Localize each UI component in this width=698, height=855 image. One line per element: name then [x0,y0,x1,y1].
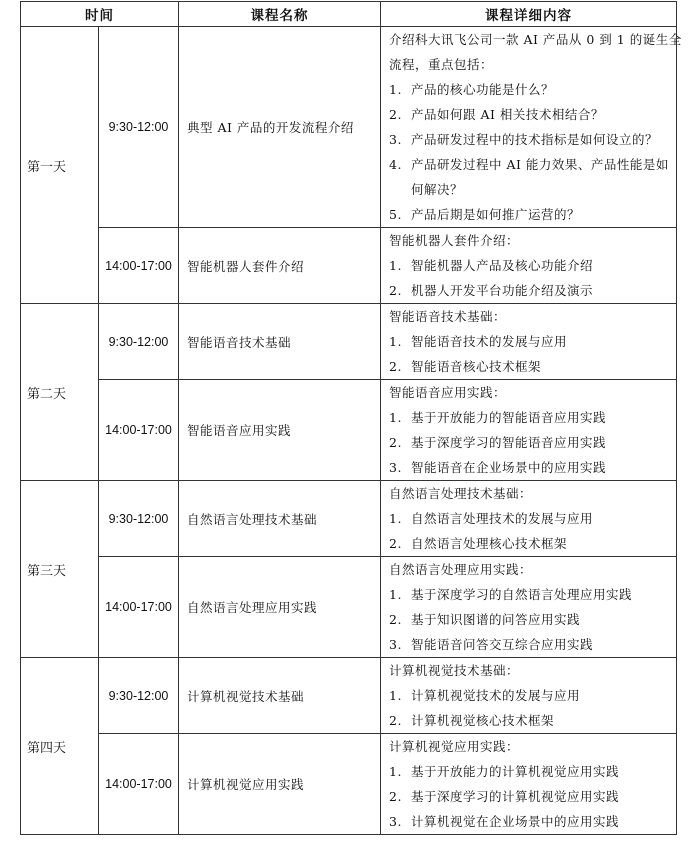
list-item-text: 基于开放能力的智能语音应用实践 [411,410,607,425]
session-row [21,734,677,835]
list-item-number: 1. [389,334,402,349]
list-item-number: 2. [389,713,402,728]
course-name: 计算机视觉技术基础 [179,658,381,734]
detail-list-item [389,77,668,102]
detail-intro-line: 智能语音技术基础： [389,309,507,324]
detail-list-item [389,405,668,430]
session-time: 14:00-17:00 [99,380,179,481]
detail-list-item [389,177,668,202]
detail-intro-line: 计算机视觉应用实践： [389,739,520,754]
list-item-number: 2. [389,359,402,374]
schedule-body [21,27,682,835]
course-detail [381,304,677,380]
list-item-text: 何解决？ [411,182,464,197]
detail-list-item [389,759,668,784]
course-detail [381,228,677,304]
detail-list-item [389,430,668,455]
session-time: 14:00-17:00 [99,734,179,835]
detail-list-item [389,152,668,177]
session-row [21,557,677,658]
list-item-text: 智能机器人产品及核心功能介绍 [411,258,594,273]
list-item-text: 计算机视觉技术的发展与应用 [411,688,581,703]
list-item-text: 计算机视觉在企业场景中的应用实践 [411,814,620,829]
session-time: 9:30-12:00 [99,481,179,557]
course-name: 计算机视觉应用实践 [179,734,381,835]
course-schedule-table [20,1,682,835]
list-item-number: 3. [389,132,402,147]
detail-list-item [389,253,668,278]
detail-list-item [389,202,668,227]
detail-list-item [389,354,668,379]
list-item-text: 智能语音问答交互综合应用实践 [411,637,594,652]
detail-intro-line: 流程，重点包括： [389,57,494,72]
list-item-number: 1. [389,764,402,779]
list-item-text: 基于开放能力的计算机视觉应用实践 [411,764,620,779]
detail-intro-line: 自然语言处理应用实践： [389,562,533,577]
list-item-text: 计算机视觉核心技术框架 [411,713,555,728]
list-item-text: 基于深度学习的计算机视觉应用实践 [411,789,620,804]
detail-intro-line: 自然语言处理技术基础： [389,486,533,501]
header-time: 时间 [21,2,179,27]
list-item-number: 2. [389,435,402,450]
list-item-text: 智能语音在企业场景中的应用实践 [411,460,607,475]
course-detail [381,658,677,734]
detail-list-item [389,455,668,480]
detail-list-item [389,607,668,632]
detail-list-item [389,683,668,708]
detail-intro-line: 智能语音应用实践： [389,385,507,400]
course-name: 智能语音应用实践 [179,380,381,481]
list-item-text: 产品如何跟 AI 相关技术相结合？ [411,107,604,122]
day-label: 第二天 [21,304,99,481]
course-detail [381,481,677,557]
list-item-number [389,177,411,202]
course-name: 自然语言处理技术基础 [179,481,381,557]
list-item-number: 3. [389,814,402,829]
day-label: 第三天 [21,481,99,658]
list-item-text: 自然语言处理技术的发展与应用 [411,511,594,526]
detail-list-item [389,506,668,531]
session-time: 9:30-12:00 [99,658,179,734]
session-row [21,481,677,557]
list-item-number: 1. [389,258,402,273]
list-item-number: 3. [389,460,402,475]
session-time: 14:00-17:00 [99,228,179,304]
list-item-text: 基于深度学习的自然语言处理应用实践 [411,587,633,602]
list-item-number: 2. [389,283,402,298]
detail-list-item [389,809,668,834]
list-item-text: 智能语音技术的发展与应用 [411,334,568,349]
list-item-number: 3. [389,637,402,652]
detail-list-item [389,102,668,127]
detail-list-item [389,531,668,556]
list-item-number: 2. [389,612,402,627]
course-name: 典型 AI 产品的开发流程介绍 [179,27,381,228]
list-item-number: 2. [389,536,402,551]
course-name: 自然语言处理应用实践 [179,557,381,658]
detail-intro-line: 智能机器人套件介绍： [389,233,520,248]
day-label: 第一天 [21,27,99,304]
list-item-number: 1. [389,511,402,526]
detail-list-item [389,127,668,152]
detail-list-item [389,278,668,303]
list-item-number: 2. [389,107,402,122]
detail-list-item [389,582,668,607]
detail-list-item [389,632,668,657]
list-item-text: 产品后期是如何推广运营的？ [411,207,581,222]
list-item-number: 1. [389,688,402,703]
detail-intro-line: 介绍科大讯飞公司一款 AI 产品从 0 到 1 的诞生全 [389,32,682,47]
detail-intro-line: 计算机视觉技术基础： [389,663,520,678]
session-row [21,658,677,734]
list-item-text: 产品的核心功能是什么？ [411,82,555,97]
detail-list-item [389,329,668,354]
session-row [21,304,677,380]
course-detail [381,557,677,658]
course-detail [381,380,677,481]
list-item-text: 产品研发过程中的技术指标是如何设立的？ [411,132,659,147]
session-row [21,27,677,228]
list-item-number: 5. [389,207,402,222]
course-detail [381,27,682,228]
header-row [21,2,677,27]
list-item-text: 产品研发过程中 AI 能力效果、产品性能是如 [411,157,669,172]
list-item-number: 4. [389,157,402,172]
session-row [21,228,677,304]
list-item-text: 智能语音核心技术框架 [411,359,542,374]
session-time: 9:30-12:00 [99,304,179,380]
course-name: 智能机器人套件介绍 [179,228,381,304]
header-course-detail: 课程详细内容 [381,2,677,27]
course-detail [381,734,677,835]
header-course-name: 课程名称 [179,2,381,27]
list-item-text: 自然语言处理核心技术框架 [411,536,568,551]
course-name: 智能语音技术基础 [179,304,381,380]
list-item-number: 1. [389,410,402,425]
list-item-text: 基于知识图谱的问答应用实践 [411,612,581,627]
list-item-text: 基于深度学习的智能语音应用实践 [411,435,607,450]
list-item-text: 机器人开发平台功能介绍及演示 [411,283,594,298]
detail-list-item [389,708,668,733]
day-label: 第四天 [21,658,99,835]
session-row [21,380,677,481]
list-item-number: 2. [389,789,402,804]
list-item-number: 1. [389,82,402,97]
session-time: 14:00-17:00 [99,557,179,658]
detail-list-item [389,784,668,809]
list-item-number: 1. [389,587,402,602]
session-time: 9:30-12:00 [99,27,179,228]
